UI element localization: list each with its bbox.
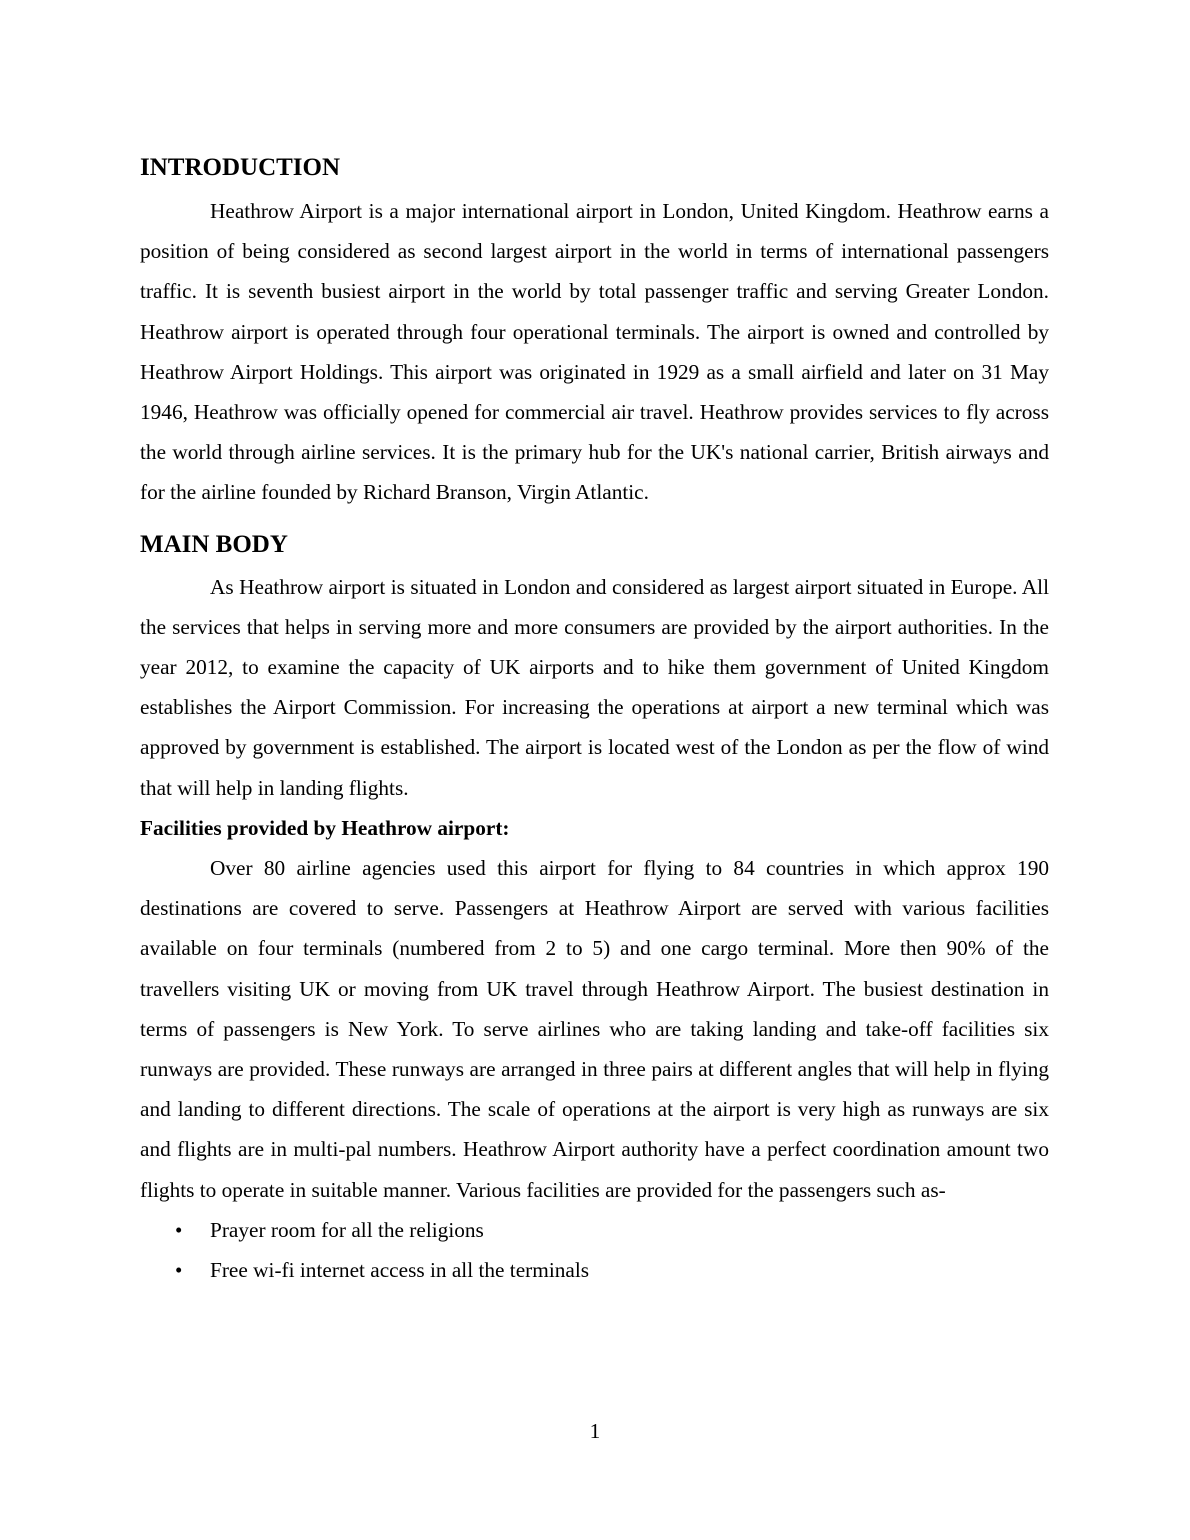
page-number: 1: [589, 1419, 601, 1443]
introduction-heading: INTRODUCTION: [140, 154, 341, 181]
bullet-icon: •: [175, 1217, 183, 1242]
list-item: [140, 1250, 1049, 1290]
list-item: [140, 1210, 1049, 1250]
introduction-paragraph: Heathrow Airport is a major international airport in London, United Kingdom. Heathrow earns a position of being considered as second largest airport in the world in terms of international passengers traffic. It is seventh busiest airport in the world by total passenger traffic and serving Greater London. Heathrow airport is operated through four operational terminals. The airport is owned and controlled by Heathrow Airport Holdings. This airport was originated in 1929 as a small airfield and later on 31 May 1946, Heathrow was officially opened for commercial air travel. Heathrow provides services to fly across the world through airline services. It is the primary hub for the UK's national carrier, British airways and for the airline founded by Richard Branson, Virgin Atlantic.: [140, 199, 1049, 505]
page-content: [140, 148, 1049, 1290]
list-item-text: Prayer room for all the religions: [210, 1217, 484, 1242]
main-body-heading: MAIN BODY: [140, 530, 288, 558]
list-item-text: Free wi-fi internet access in all the terminals: [210, 1258, 590, 1283]
facilities-list: [140, 1210, 1049, 1290]
facilities-paragraph: Over 80 airline agencies used this airport for flying to 84 countries in which approx 190 destinations are covered to serve. Passengers at Heathrow Airport are served with various facilities available on four terminals (numbered from 2 to 5) and one cargo terminal. More then 90% of the travellers visiting UK or moving from UK travel through Heathrow Airport. The busiest destination in terms of passengers is New York. To serve airlines who are taking landing and take-off facilities six runways are provided. These runways are arranged in three pairs at different angles that will help in flying and landing to different directions. The scale of operations at the airport is very high as runways are six and flights are in multi-pal numbers. Heathrow Airport authority have a perfect coordination amount two flights to operate in suitable manner. Various facilities are provided for the passengers such as-: [140, 856, 1049, 1202]
facilities-subheading: Facilities provided by Heathrow airport:: [140, 815, 510, 840]
main-body-paragraph: As Heathrow airport is situated in London and considered as largest airport situated in Europe. All the services that helps in serving more and more consumers are provided by the airport authorities. In the year 2012, to examine the capacity of UK airports and to hike them government of United Kingdom establishes the Airport Commission. For increasing the operations at airport a new terminal which was approved by government is established. The airport is located west of the London as per the flow of wind that will help in landing flights.: [140, 574, 1049, 800]
bullet-icon: •: [175, 1258, 183, 1283]
